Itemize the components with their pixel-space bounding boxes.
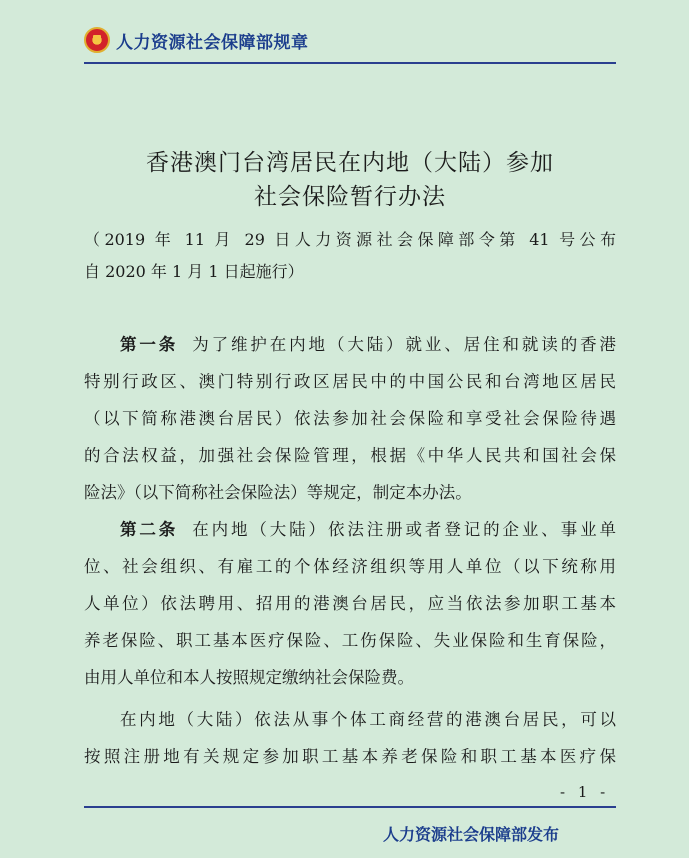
document-title-line1: 香港澳门台湾居民在内地（大陆）参加 (146, 150, 554, 176)
article2-para2-line2: 按照注册地有关规定参加职工基本养老保险和职工基本医疗保 (84, 747, 616, 766)
article1-line4: 的合法权益，加强社会保险管理，根据《中华人民共和国社会保 (84, 446, 616, 465)
header-divider (84, 62, 616, 64)
article2-line5: 由用人单位和本人按照规定缴纳社会保险费。 (84, 668, 414, 687)
document-subtitle-line1: （2019 年 11 月 29 日人力资源社会保障部令第 41 号公布 (84, 230, 616, 249)
article1-line5: 险法》（以下简称社会保险法）等规定，制定本办法。 (84, 483, 472, 502)
article2-line1 (84, 513, 616, 547)
article1-line3: （以下简称港澳台居民）依法参加社会保险和享受社会保险待遇 (84, 409, 616, 428)
national-emblem-icon (84, 27, 110, 53)
article2-heading: 第二条 (120, 520, 179, 539)
footer-divider (84, 806, 616, 808)
header-title: 人力资源社会保障部规章 (116, 32, 309, 53)
article2-para2-line1: 在内地（大陆）依法从事个体工商经营的港澳台居民，可以 (120, 710, 616, 729)
page-number: - 1 - (560, 783, 610, 801)
document-title-line2: 社会保险暂行办法 (254, 184, 446, 210)
document-header (84, 24, 309, 56)
article2-text: 在内地（大陆）依法注册或者登记的企业、事业单 (192, 520, 616, 539)
article1-line2: 特别行政区、澳门特别行政区居民中的中国公民和台湾地区居民 (84, 372, 616, 391)
footer-publisher: 人力资源社会保障部发布 (383, 825, 560, 844)
article1-heading: 第一条 (120, 335, 179, 354)
document-subtitle-line2: 自 2020 年 1 月 1 日起施行） (84, 262, 304, 281)
article2-line2: 位、社会组织、有雇工的个体经济组织等用人单位（以下统称用 (84, 557, 616, 576)
article1-line1 (84, 328, 616, 362)
article1-text: 为了维护在内地（大陆）就业、居住和就读的香港 (192, 335, 616, 354)
article2-line3: 人单位）依法聘用、招用的港澳台居民，应当依法参加职工基本 (84, 594, 616, 613)
article2-line4: 养老保险、职工基本医疗保险、工伤保险、失业保险和生育保险， (84, 631, 616, 650)
